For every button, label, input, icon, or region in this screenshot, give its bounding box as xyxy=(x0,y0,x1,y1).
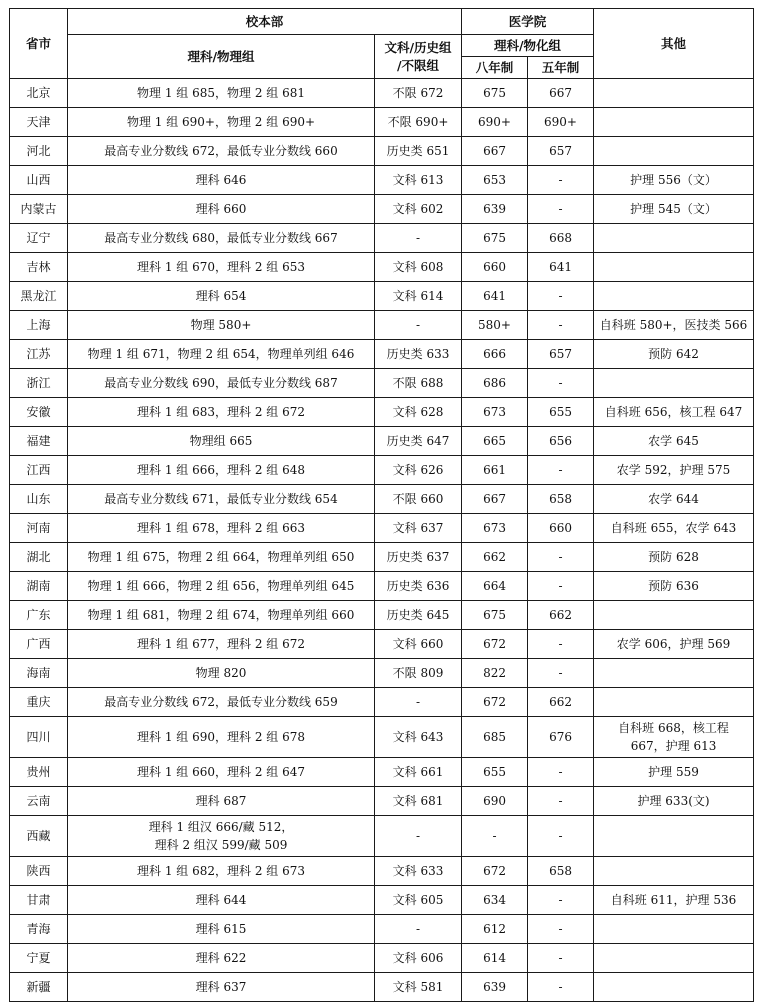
other-score-cell: 自科班 580+，医技类 566 xyxy=(594,311,754,340)
eight-year-cell: 660 xyxy=(462,253,528,282)
five-year-cell: 690+ xyxy=(528,108,594,137)
table-row xyxy=(10,973,754,1002)
table-row xyxy=(10,659,754,688)
eight-year-cell: 690 xyxy=(462,787,528,816)
five-year-cell: - xyxy=(528,915,594,944)
science-score-cell: 最高专业分数线 680，最低专业分数线 667 xyxy=(68,224,375,253)
arts-score-cell: 文科 626 xyxy=(375,456,462,485)
table-row xyxy=(10,456,754,485)
eight-year-cell: 655 xyxy=(462,758,528,787)
table-row xyxy=(10,886,754,915)
five-year-cell: 667 xyxy=(528,79,594,108)
other-score-cell: 自科班 611，护理 536 xyxy=(594,886,754,915)
science-score-cell: 理科 1 组 660，理科 2 组 647 xyxy=(68,758,375,787)
other-score-cell xyxy=(594,816,754,857)
arts-score-cell: 文科 660 xyxy=(375,630,462,659)
five-year-cell: 655 xyxy=(528,398,594,427)
arts-score-cell: 文科 681 xyxy=(375,787,462,816)
table-row xyxy=(10,137,754,166)
science-score-cell: 理科 1 组 677，理科 2 组 672 xyxy=(68,630,375,659)
province-cell: 甘肃 xyxy=(10,886,68,915)
table-row xyxy=(10,915,754,944)
eight-year-cell: 661 xyxy=(462,456,528,485)
arts-score-cell: 历史类 633 xyxy=(375,340,462,369)
five-year-cell: 662 xyxy=(528,688,594,717)
other-score-cell xyxy=(594,282,754,311)
province-cell: 天津 xyxy=(10,108,68,137)
province-cell: 河南 xyxy=(10,514,68,543)
other-score-cell xyxy=(594,944,754,973)
science-score-cell xyxy=(68,816,375,857)
eight-year-cell: 822 xyxy=(462,659,528,688)
header-eight-year: 八年制 xyxy=(462,57,528,79)
other-score-cell xyxy=(594,659,754,688)
table-row xyxy=(10,601,754,630)
eight-year-cell: 690+ xyxy=(462,108,528,137)
arts-score-cell: 文科 613 xyxy=(375,166,462,195)
province-cell: 江西 xyxy=(10,456,68,485)
five-year-cell: - xyxy=(528,659,594,688)
header-medical-science: 理科/物化组 xyxy=(462,35,594,57)
other-score-cell xyxy=(594,915,754,944)
eight-year-cell: 675 xyxy=(462,601,528,630)
province-cell: 海南 xyxy=(10,659,68,688)
arts-score-cell: 不限 688 xyxy=(375,369,462,398)
other-score-cell xyxy=(594,79,754,108)
table-body xyxy=(10,79,754,1002)
document-page xyxy=(9,8,754,1002)
province-cell: 湖北 xyxy=(10,543,68,572)
eight-year-cell: 639 xyxy=(462,973,528,1002)
province-cell: 内蒙古 xyxy=(10,195,68,224)
five-year-cell: 658 xyxy=(528,485,594,514)
five-year-cell: - xyxy=(528,758,594,787)
other-score-cell xyxy=(594,688,754,717)
arts-score-cell: 文科 605 xyxy=(375,886,462,915)
other-score-cell xyxy=(594,108,754,137)
five-year-cell: - xyxy=(528,630,594,659)
five-year-cell: - xyxy=(528,886,594,915)
arts-score-cell: - xyxy=(375,915,462,944)
other-score-cell: 护理 633(文) xyxy=(594,787,754,816)
other-score-cell: 预防 642 xyxy=(594,340,754,369)
table-row xyxy=(10,195,754,224)
arts-score-cell: 文科 628 xyxy=(375,398,462,427)
arts-score-cell: 文科 602 xyxy=(375,195,462,224)
other-score-cell-line1: 自科班 668，核工程 xyxy=(618,721,729,735)
arts-score-cell: 文科 661 xyxy=(375,758,462,787)
five-year-cell: - xyxy=(528,166,594,195)
science-score-cell: 物理组 665 xyxy=(68,427,375,456)
science-score-cell: 物理 580+ xyxy=(68,311,375,340)
header-province: 省市 xyxy=(10,9,68,79)
eight-year-cell: 667 xyxy=(462,137,528,166)
science-score-cell: 理科 1 组 678，理科 2 组 663 xyxy=(68,514,375,543)
arts-score-cell: 历史类 637 xyxy=(375,543,462,572)
five-year-cell: 668 xyxy=(528,224,594,253)
eight-year-cell: 672 xyxy=(462,688,528,717)
arts-score-cell: 历史类 636 xyxy=(375,572,462,601)
header-arts-history xyxy=(375,35,462,79)
eight-year-cell: 614 xyxy=(462,944,528,973)
table-row xyxy=(10,688,754,717)
eight-year-cell: 672 xyxy=(462,630,528,659)
province-cell: 云南 xyxy=(10,787,68,816)
arts-score-cell: - xyxy=(375,816,462,857)
other-score-cell xyxy=(594,369,754,398)
eight-year-cell: 634 xyxy=(462,886,528,915)
science-score-cell: 最高专业分数线 690，最低专业分数线 687 xyxy=(68,369,375,398)
eight-year-cell: 675 xyxy=(462,224,528,253)
other-score-cell xyxy=(594,717,754,758)
province-cell: 黑龙江 xyxy=(10,282,68,311)
science-score-cell: 理科 660 xyxy=(68,195,375,224)
science-score-cell-line1: 理科 1 组汉 666/藏 512， xyxy=(148,820,294,834)
province-cell: 江苏 xyxy=(10,340,68,369)
eight-year-cell: 664 xyxy=(462,572,528,601)
five-year-cell: 662 xyxy=(528,601,594,630)
five-year-cell: - xyxy=(528,787,594,816)
other-score-cell: 护理 545（文） xyxy=(594,195,754,224)
other-score-cell: 预防 628 xyxy=(594,543,754,572)
province-cell: 贵州 xyxy=(10,758,68,787)
arts-score-cell: 不限 660 xyxy=(375,485,462,514)
province-cell: 吉林 xyxy=(10,253,68,282)
table-row xyxy=(10,944,754,973)
table-row xyxy=(10,485,754,514)
eight-year-cell: 662 xyxy=(462,543,528,572)
science-score-cell: 最高专业分数线 672，最低专业分数线 659 xyxy=(68,688,375,717)
header-five-year: 五年制 xyxy=(528,57,594,79)
province-cell: 福建 xyxy=(10,427,68,456)
province-cell: 陕西 xyxy=(10,857,68,886)
arts-score-cell: 文科 637 xyxy=(375,514,462,543)
province-cell: 北京 xyxy=(10,79,68,108)
arts-score-cell: 历史类 651 xyxy=(375,137,462,166)
table-row xyxy=(10,572,754,601)
five-year-cell: 656 xyxy=(528,427,594,456)
science-score-cell: 理科 637 xyxy=(68,973,375,1002)
table-row xyxy=(10,758,754,787)
table-row xyxy=(10,340,754,369)
eight-year-cell: 665 xyxy=(462,427,528,456)
eight-year-cell: 612 xyxy=(462,915,528,944)
other-score-cell: 农学 644 xyxy=(594,485,754,514)
header-arts-history-line2: /不限组 xyxy=(396,57,440,73)
header-medical: 医学院 xyxy=(462,9,594,35)
other-score-cell xyxy=(594,601,754,630)
arts-score-cell: 文科 606 xyxy=(375,944,462,973)
table-row xyxy=(10,108,754,137)
other-score-cell: 农学 592，护理 575 xyxy=(594,456,754,485)
eight-year-cell: 685 xyxy=(462,717,528,758)
province-cell: 安徽 xyxy=(10,398,68,427)
arts-score-cell: 不限 690+ xyxy=(375,108,462,137)
table-row xyxy=(10,369,754,398)
province-cell: 河北 xyxy=(10,137,68,166)
science-score-cell: 理科 646 xyxy=(68,166,375,195)
header-arts-history-line1: 文科/历史组 xyxy=(384,39,452,55)
province-cell: 宁夏 xyxy=(10,944,68,973)
other-score-cell: 自科班 655，农学 643 xyxy=(594,514,754,543)
five-year-cell: - xyxy=(528,456,594,485)
other-score-cell xyxy=(594,137,754,166)
arts-score-cell: 历史类 645 xyxy=(375,601,462,630)
other-score-cell xyxy=(594,253,754,282)
province-cell: 山东 xyxy=(10,485,68,514)
table-row xyxy=(10,514,754,543)
header-main-campus: 校本部 xyxy=(68,9,462,35)
science-score-cell: 理科 644 xyxy=(68,886,375,915)
eight-year-cell: 672 xyxy=(462,857,528,886)
province-cell: 重庆 xyxy=(10,688,68,717)
science-score-cell: 理科 1 组 682，理科 2 组 673 xyxy=(68,857,375,886)
other-score-cell: 护理 556（文） xyxy=(594,166,754,195)
province-cell: 青海 xyxy=(10,915,68,944)
eight-year-cell: 580+ xyxy=(462,311,528,340)
science-score-cell: 物理 1 组 675，物理 2 组 664，物理单列组 650 xyxy=(68,543,375,572)
eight-year-cell: 686 xyxy=(462,369,528,398)
table-row xyxy=(10,787,754,816)
five-year-cell: 641 xyxy=(528,253,594,282)
table-row xyxy=(10,282,754,311)
province-cell: 浙江 xyxy=(10,369,68,398)
eight-year-cell: 639 xyxy=(462,195,528,224)
five-year-cell: - xyxy=(528,816,594,857)
five-year-cell: - xyxy=(528,543,594,572)
eight-year-cell: 641 xyxy=(462,282,528,311)
header-other: 其他 xyxy=(594,9,754,79)
arts-score-cell: - xyxy=(375,688,462,717)
science-score-cell: 物理 1 组 671，物理 2 组 654，物理单列组 646 xyxy=(68,340,375,369)
science-score-cell: 最高专业分数线 671，最低专业分数线 654 xyxy=(68,485,375,514)
other-score-cell xyxy=(594,224,754,253)
five-year-cell: - xyxy=(528,195,594,224)
other-score-cell: 预防 636 xyxy=(594,572,754,601)
province-cell: 广西 xyxy=(10,630,68,659)
five-year-cell: - xyxy=(528,282,594,311)
eight-year-cell: 673 xyxy=(462,514,528,543)
province-cell: 新疆 xyxy=(10,973,68,1002)
eight-year-cell: 653 xyxy=(462,166,528,195)
science-score-cell: 物理 1 组 685，物理 2 组 681 xyxy=(68,79,375,108)
other-score-cell xyxy=(594,857,754,886)
five-year-cell: - xyxy=(528,944,594,973)
science-score-cell: 理科 654 xyxy=(68,282,375,311)
arts-score-cell: - xyxy=(375,224,462,253)
province-cell: 上海 xyxy=(10,311,68,340)
province-cell: 山西 xyxy=(10,166,68,195)
table-row xyxy=(10,253,754,282)
other-score-cell: 农学 606，护理 569 xyxy=(594,630,754,659)
science-score-cell: 理科 1 组 666，理科 2 组 648 xyxy=(68,456,375,485)
arts-score-cell: 文科 608 xyxy=(375,253,462,282)
header-science-physics: 理科/物理组 xyxy=(68,35,375,79)
five-year-cell: - xyxy=(528,973,594,1002)
science-score-cell: 理科 622 xyxy=(68,944,375,973)
science-score-cell: 理科 687 xyxy=(68,787,375,816)
science-score-cell: 理科 1 组 670，理科 2 组 653 xyxy=(68,253,375,282)
eight-year-cell: - xyxy=(462,816,528,857)
eight-year-cell: 675 xyxy=(462,79,528,108)
five-year-cell: 657 xyxy=(528,340,594,369)
arts-score-cell: 历史类 647 xyxy=(375,427,462,456)
table-row xyxy=(10,79,754,108)
table-row xyxy=(10,717,754,758)
five-year-cell: 657 xyxy=(528,137,594,166)
five-year-cell: 660 xyxy=(528,514,594,543)
table-row xyxy=(10,543,754,572)
other-score-cell: 农学 645 xyxy=(594,427,754,456)
arts-score-cell: 不限 672 xyxy=(375,79,462,108)
five-year-cell: 658 xyxy=(528,857,594,886)
five-year-cell: - xyxy=(528,572,594,601)
eight-year-cell: 667 xyxy=(462,485,528,514)
arts-score-cell: 文科 614 xyxy=(375,282,462,311)
table-row xyxy=(10,311,754,340)
five-year-cell: - xyxy=(528,369,594,398)
other-score-cell: 护理 559 xyxy=(594,758,754,787)
science-score-cell: 理科 1 组 683，理科 2 组 672 xyxy=(68,398,375,427)
table-row xyxy=(10,857,754,886)
table-row xyxy=(10,816,754,857)
arts-score-cell: 文科 633 xyxy=(375,857,462,886)
province-cell: 四川 xyxy=(10,717,68,758)
science-score-cell: 物理 1 组 690+，物理 2 组 690+ xyxy=(68,108,375,137)
table-row xyxy=(10,398,754,427)
table-row xyxy=(10,224,754,253)
eight-year-cell: 666 xyxy=(462,340,528,369)
admission-score-table xyxy=(9,8,754,1002)
science-score-cell-line2: 理科 2 组汉 599/藏 509 xyxy=(154,838,288,852)
arts-score-cell: 不限 809 xyxy=(375,659,462,688)
table-header xyxy=(10,9,754,79)
science-score-cell: 理科 615 xyxy=(68,915,375,944)
science-score-cell: 物理 820 xyxy=(68,659,375,688)
arts-score-cell: 文科 643 xyxy=(375,717,462,758)
province-cell: 辽宁 xyxy=(10,224,68,253)
science-score-cell: 理科 1 组 690，理科 2 组 678 xyxy=(68,717,375,758)
table-row xyxy=(10,166,754,195)
other-score-cell xyxy=(594,973,754,1002)
five-year-cell: - xyxy=(528,311,594,340)
province-cell: 西藏 xyxy=(10,816,68,857)
table-row xyxy=(10,630,754,659)
science-score-cell: 物理 1 组 666，物理 2 组 656，物理单列组 645 xyxy=(68,572,375,601)
five-year-cell: 676 xyxy=(528,717,594,758)
other-score-cell-line2: 667，护理 613 xyxy=(630,739,717,753)
eight-year-cell: 673 xyxy=(462,398,528,427)
arts-score-cell: - xyxy=(375,311,462,340)
science-score-cell: 物理 1 组 681，物理 2 组 674，物理单列组 660 xyxy=(68,601,375,630)
province-cell: 湖南 xyxy=(10,572,68,601)
arts-score-cell: 文科 581 xyxy=(375,973,462,1002)
province-cell: 广东 xyxy=(10,601,68,630)
table-row xyxy=(10,427,754,456)
other-score-cell: 自科班 656，核工程 647 xyxy=(594,398,754,427)
science-score-cell: 最高专业分数线 672，最低专业分数线 660 xyxy=(68,137,375,166)
